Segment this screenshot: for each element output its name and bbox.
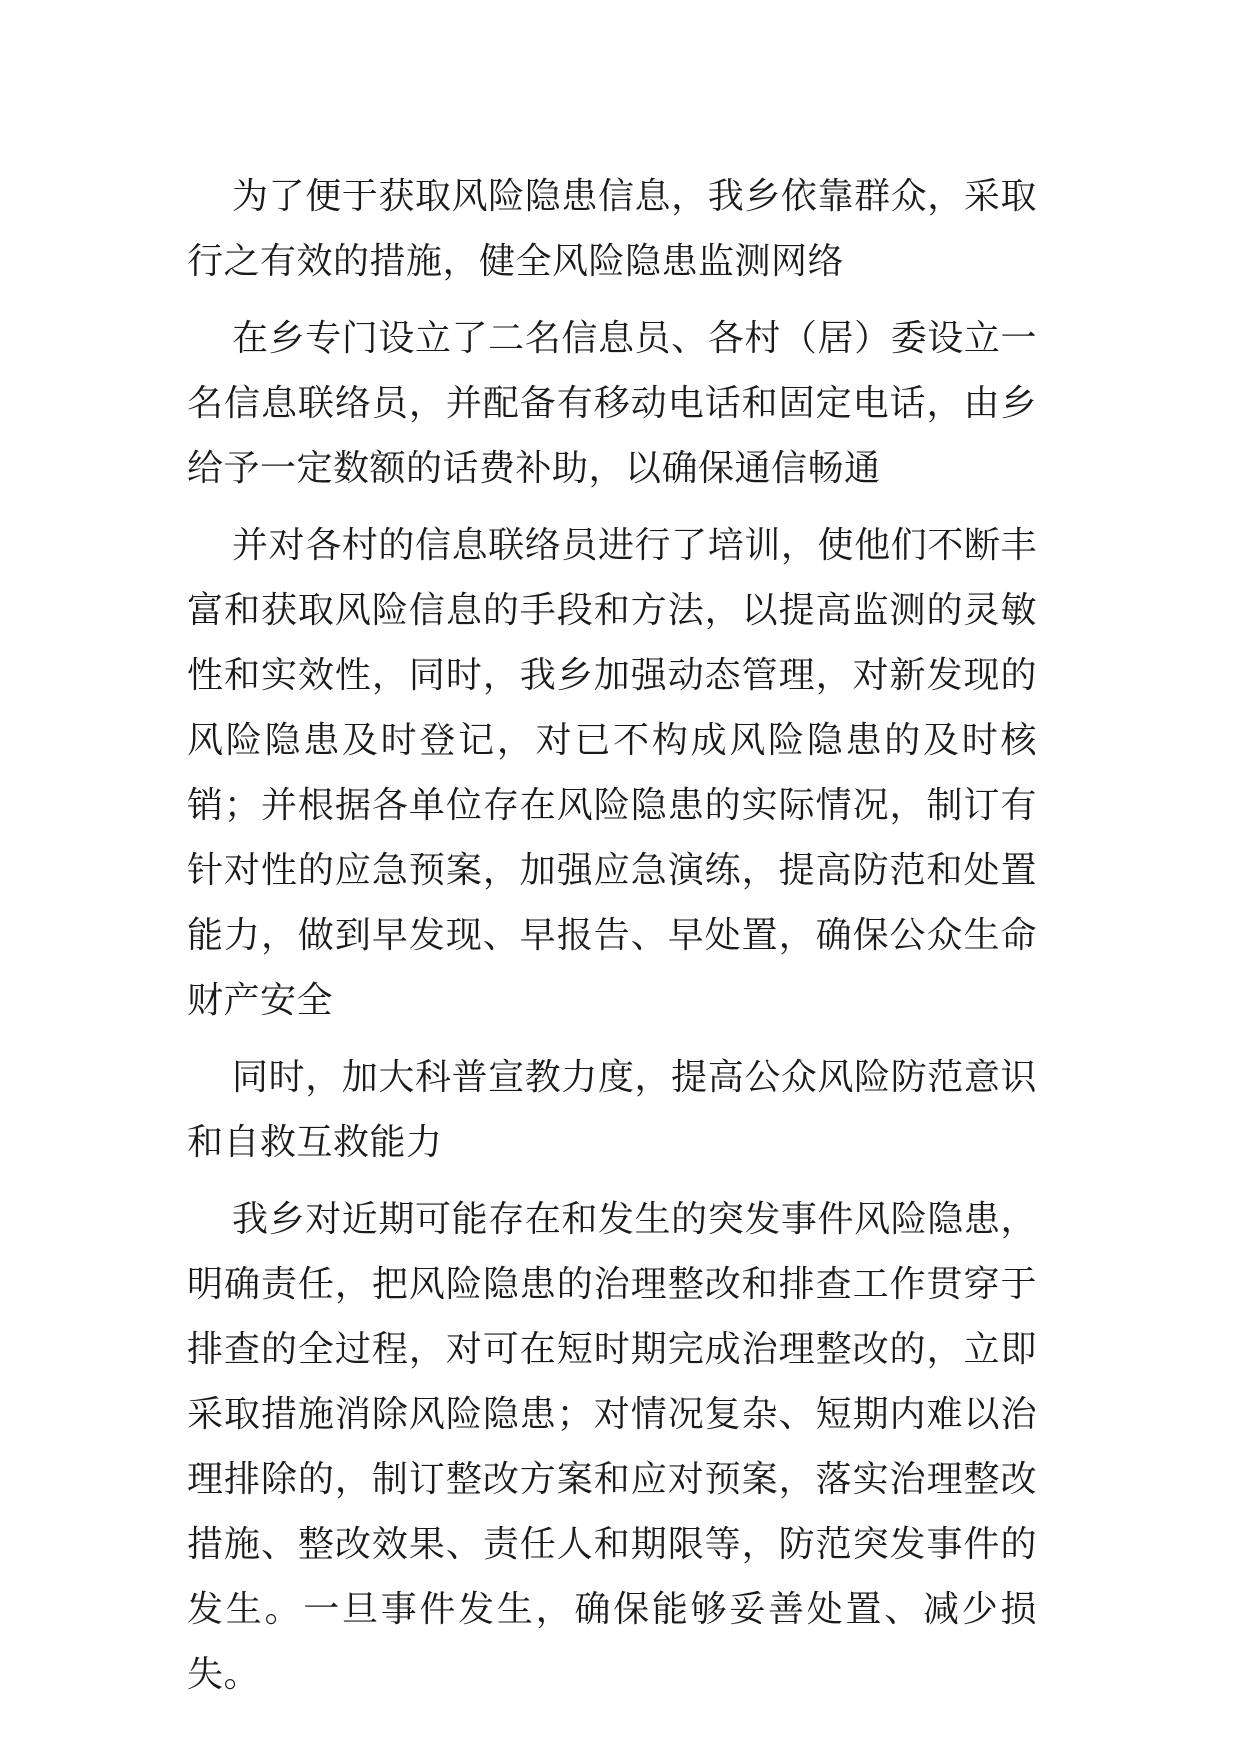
- paragraph-5: 我乡对近期可能存在和发生的突发事件风险隐患，明确责任，把风险隐患的治理整改和排查工作贯穿于排查的全过程，对可在短时期完成治理整改的，立即采取措施消除风险隐患；对情况复杂、短期内难以治理排除的，制订整改方案和应对预案，落实治理整改措施、整改效果、责任人和期限等，防范突发事件的发生。一旦事件发生，确保能够妥善处置、减少损失。: [187, 1199, 1037, 1695]
- paragraph-2: 在乡专门设立了二名信息员、各村（居）委设立一名信息联络员，并配备有移动电话和固定电话，由乡给予一定数额的话费补助，以确保通信畅通: [187, 318, 1037, 489]
- paragraph-4: 同时，加大科普宣教力度，提高公众风险防范意识和自救互救能力: [187, 1057, 1037, 1163]
- document-body: [187, 164, 1037, 1719]
- paragraph-3: 并对各村的信息联络员进行了培训，使他们不断丰富和获取风险信息的手段和方法，以提高监测的灵敏性和实效性，同时，我乡加强动态管理，对新发现的风险隐患及时登记，对已不构成风险隐患的及时核销；并根据各单位存在风险隐患的实际情况，制订有针对性的应急预案，加强应急演练，提高防范和处置能力，做到早发现、早报告、早处置，确保公众生命财产安全: [187, 525, 1037, 1021]
- paragraph-1: 为了便于获取风险隐患信息，我乡依靠群众，采取行之有效的措施，健全风险隐患监测网络: [187, 176, 1037, 282]
